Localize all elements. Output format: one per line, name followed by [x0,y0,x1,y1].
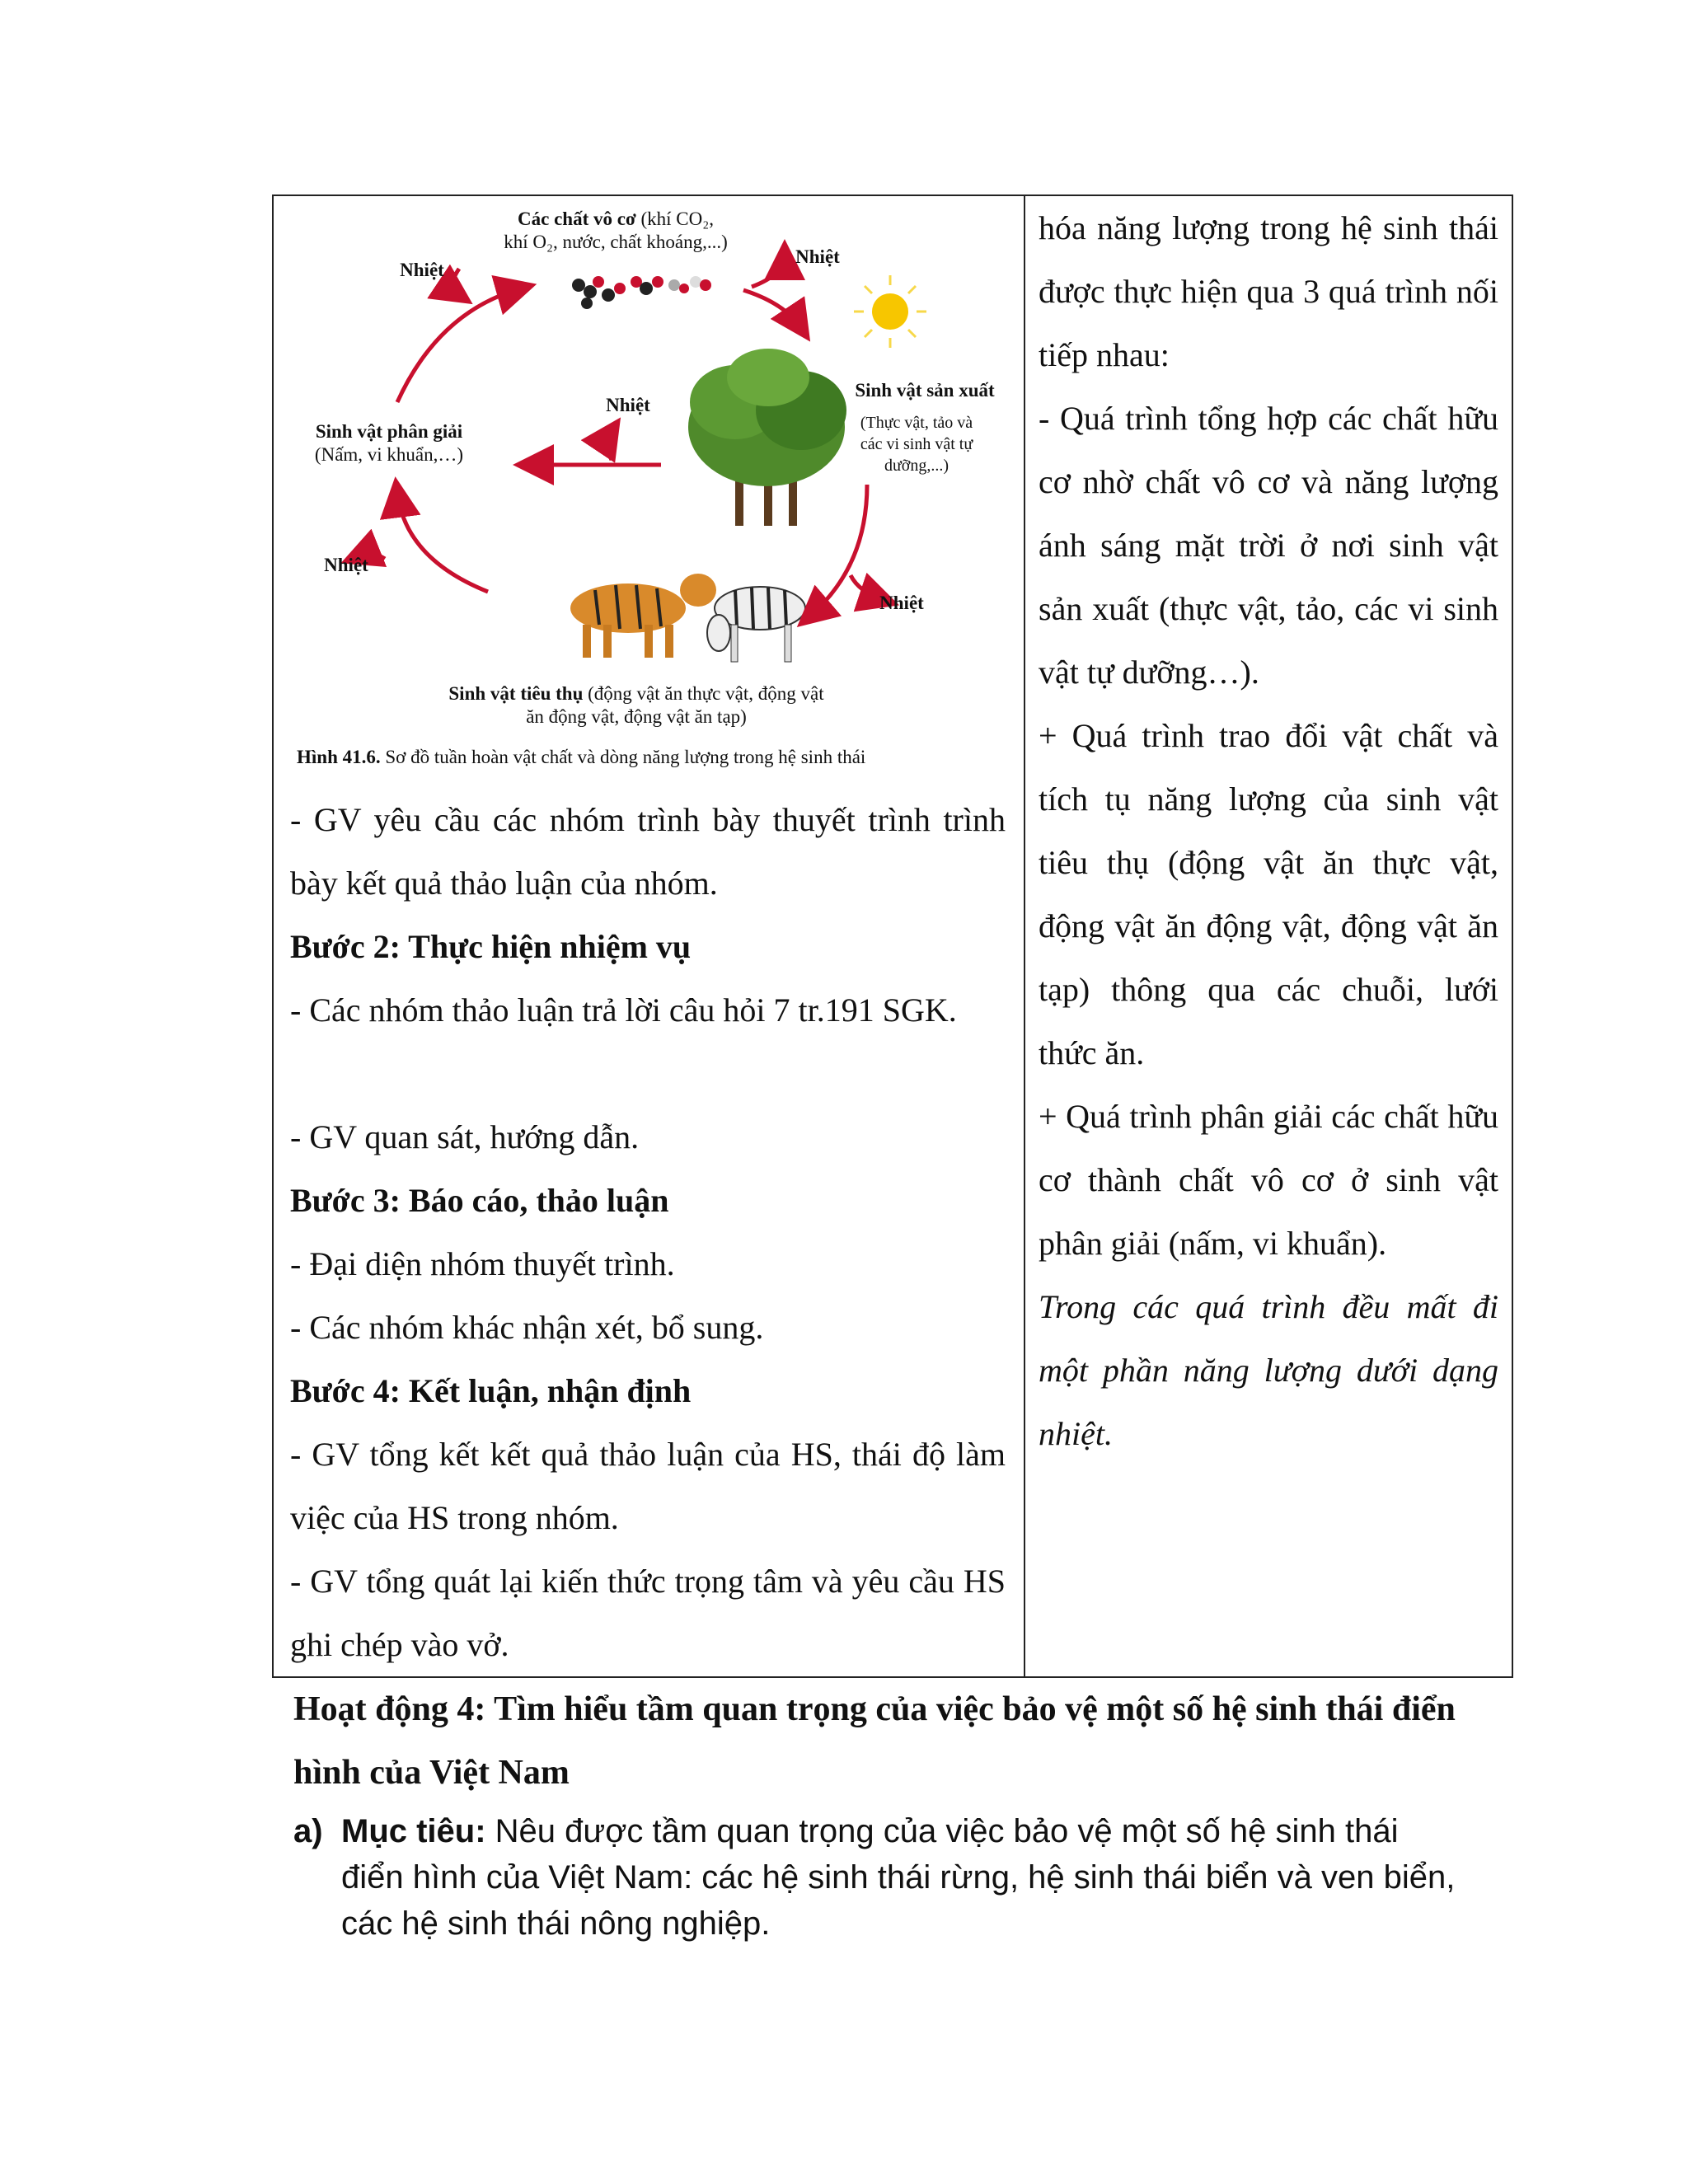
lesson-table [272,194,1513,1678]
right-paragraph: + Quá trình trao đổi vật chất và tích tụ năng lượng của sinh vật tiêu thụ (động vật ăn thực vật, động vật ăn động vật, động vật ăn tạp) thông qua các chuỗi, lưới thức ăn. [1039,717,1498,1071]
arrow-decomposer-to-inorganic [397,288,521,402]
heat-label: Nhiệt [795,246,840,267]
tiger-icon [570,574,716,658]
left-column [274,196,1024,1676]
left-paragraph: - GV tổng quát lại kiến thức trọng tâm và yêu cầu HS ghi chép vào vở. [290,1563,1006,1663]
left-paragraph: - GV yêu cầu các nhóm trình bày thuyết trình trình bày kết quả thảo luận của nhóm. [290,801,1006,902]
right-paragraph-italic: Trong các quá trình đều mất đi một phần năng lượng dưới dạng nhiệt. [1039,1288,1498,1452]
right-paragraph: + Quá trình phân giải các chất hữu cơ thành chất vô cơ ở sinh vật phân giải (nấm, vi khuẩn). [1039,1098,1498,1262]
arrow-producer-to-consumer [809,485,867,616]
left-paragraph: - GV quan sát, hướng dẫn. [290,1118,640,1155]
step-4-heading: Bước 4: Kết luận, nhận định [290,1372,692,1409]
consumer-label: Sinh vật tiêu thụ (động vật ăn thực vật, động vật ăn động vật, động vật ăn tạp) [448,683,824,727]
decomposer-label: Sinh vật phân giải (Nấm, vi khuẩn,…) [314,421,464,465]
objective-text: Nêu được tầm quan trọng của việc bảo vệ một số hệ sinh thái điển hình của Việt Nam: các hệ sinh thái rừng, hệ sinh thái biển và ven biển, các hệ sinh thái nông nghiệp. [341,1813,1456,1942]
producer-detail: (Thực vật, tảo và các vi sinh vật tự dưỡng,...) [860,414,973,475]
sun-icon [854,275,926,348]
zebra-icon [707,587,805,662]
objective-marker: a) [293,1813,323,1849]
heat-label: Nhiệt [400,260,444,280]
producer-label: Sinh vật sản xuất [855,380,995,401]
tree-icon [688,349,846,526]
activity-4-heading: Hoạt động 4: Tìm hiểu tầm quan trọng của việc bảo vệ một số hệ sinh thái điển hình của Việt Nam [293,1690,1456,1792]
heat-label: Nhiệt [606,395,650,415]
arrow-inorganic-to-producer [743,290,801,328]
heat-label: Nhiệt [324,555,368,575]
left-paragraph: - GV tổng kết kết quả thảo luận của HS, thái độ làm việc của HS trong nhóm. [290,1436,1006,1536]
right-paragraph: hóa năng lượng trong hệ sinh thái được thực hiện qua 3 quá trình nối tiếp nhau: [1039,209,1498,373]
figure-caption: Hình 41.6. Sơ đồ tuần hoàn vật chất và dòng năng lượng trong hệ sinh thái [297,747,866,767]
step-2-heading: Bước 2: Thực hiện nhiệm vụ [290,928,692,965]
step-3-heading: Bước 3: Báo cáo, thảo luận [290,1182,669,1219]
left-paragraph: - Các nhóm thảo luận trả lời câu hỏi 7 tr.191 SGK. [290,991,957,1029]
heat-arrow-2 [752,255,785,287]
heat-label: Nhiệt [879,593,924,613]
right-paragraph: - Quá trình tổng hợp các chất hữu cơ nhờ chất vô cơ và năng lượng ánh sáng mặt trời ở nơi sinh vật sản xuất (thực vật, tảo, các vi sinh vật tự dưỡng…). [1039,400,1498,691]
molecules-icon [572,276,711,309]
left-paragraph: - Các nhóm khác nhận xét, bổ sung. [290,1309,764,1346]
ecosystem-cycle-figure [274,196,1024,773]
objective-label: Mục tiêu: [341,1813,486,1849]
left-paragraph: - Đại diện nhóm thuyết trình. [290,1245,675,1282]
inorganic-label: Các chất vô cơ (khí CO₂, khí O₂, nước, chất khoáng,...) [504,209,728,252]
heat-arrow-3 [607,431,612,460]
right-column [1025,196,1512,1676]
arrow-consumer-to-decomposer [397,493,488,592]
